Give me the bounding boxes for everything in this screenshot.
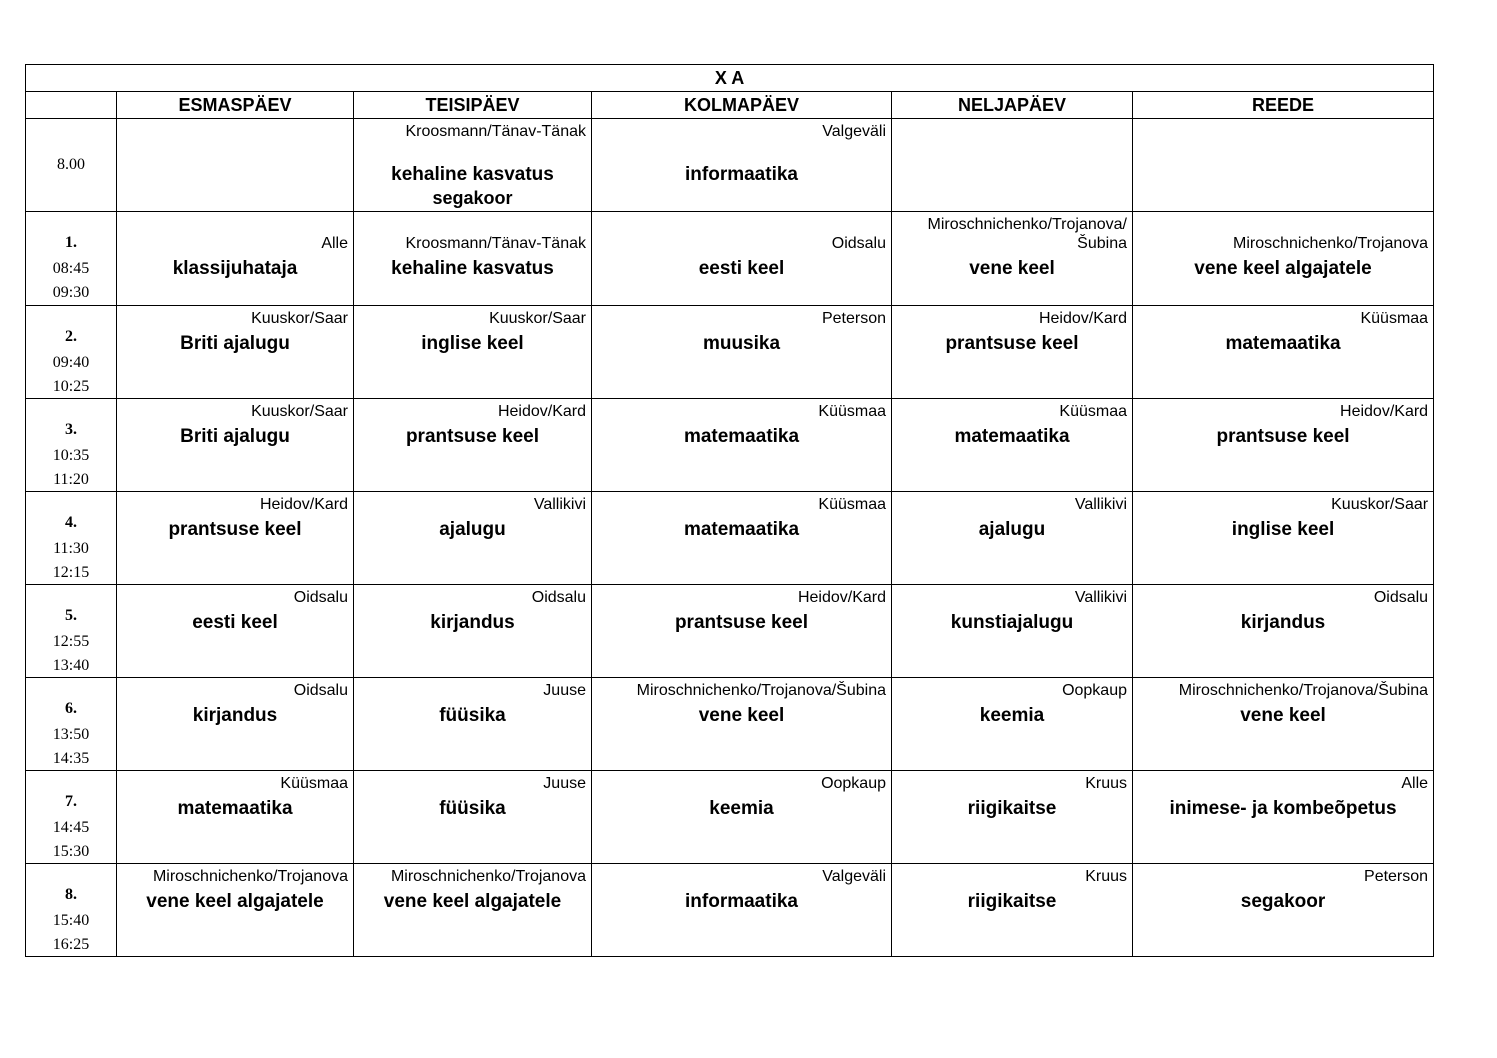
- lesson-cell: [1133, 864, 1434, 957]
- lesson-cell: [592, 678, 892, 771]
- lesson-start-time: 12:55: [52, 633, 90, 650]
- lesson-number: 3.: [65, 421, 77, 438]
- subject-name: informaatika: [685, 164, 798, 185]
- subject-name: keemia: [709, 798, 774, 819]
- lesson-row: [26, 492, 1434, 585]
- teacher-name: Küüsmaa: [280, 775, 348, 792]
- lesson-cell: [117, 771, 354, 864]
- subject-name: eesti keel: [192, 612, 278, 633]
- subject-name: kehaline kasvatus: [391, 164, 554, 185]
- subject-name: matemaatika: [683, 426, 800, 447]
- lesson-time-cell: [26, 771, 117, 864]
- teacher-name: Valgeväli: [822, 123, 886, 140]
- lesson-start-time: 10:35: [52, 447, 90, 464]
- lesson-cell: [354, 678, 592, 771]
- subject-name: füüsika: [439, 798, 506, 819]
- title-row: [26, 65, 1434, 92]
- day-header-row: [26, 92, 1434, 119]
- teacher-name: Küüsmaa: [1059, 403, 1127, 420]
- subject-name: vene keel algajatele: [383, 891, 562, 912]
- teacher-name: Kruus: [1085, 775, 1127, 792]
- subject-name: Briti ajalugu: [180, 333, 290, 354]
- lesson-cell: [1133, 492, 1434, 585]
- lesson-row: [26, 678, 1434, 771]
- day-header: REEDE: [1133, 92, 1434, 119]
- lesson-cell: [354, 492, 592, 585]
- lesson-cell: [117, 212, 354, 306]
- subject-name: inimese- ja kombeõpetus: [1169, 798, 1397, 819]
- lesson-cell: [892, 492, 1133, 585]
- subject-name: eesti keel: [698, 258, 785, 279]
- subject-name: prantsuse keel: [405, 426, 540, 447]
- teacher-name: Peterson: [1364, 868, 1429, 885]
- teacher-name: Oidsalu: [831, 235, 886, 252]
- subject-name: füüsika: [439, 705, 506, 726]
- lesson-number: 8.: [65, 886, 77, 903]
- lesson-number: 6.: [65, 700, 77, 717]
- lesson-end-time: 14:35: [52, 750, 90, 767]
- class-title: X A: [26, 65, 1434, 92]
- teacher-name: Kuuskor/Saar: [251, 403, 348, 420]
- lesson-time-cell: [26, 399, 117, 492]
- lesson-number: 2.: [65, 328, 77, 345]
- teacher-name: Miroschnichenko/Trojanova: [390, 868, 586, 885]
- teacher-name: Vallikivi: [1074, 589, 1127, 606]
- subject-name: vene keel algajatele: [146, 891, 324, 912]
- lesson-cell: [1133, 771, 1434, 864]
- lesson-row: [26, 212, 1434, 306]
- subject-name: kehaline kasvatus: [391, 258, 554, 279]
- lesson-cell: [592, 864, 892, 957]
- teacher-name: Miroschnichenko/Trojanova/ Šubina: [927, 216, 1127, 252]
- subject-name: matemaatika: [177, 798, 293, 819]
- lesson-cell: [1133, 678, 1434, 771]
- lesson-row: [26, 585, 1434, 678]
- teacher-name: Heidov/Kard: [497, 403, 586, 420]
- lesson-end-time: 12:15: [52, 564, 90, 581]
- subject-name: inglise keel: [1231, 519, 1335, 540]
- lesson-cell: [592, 771, 892, 864]
- lesson-cell: [592, 212, 892, 306]
- subject-name: vene keel: [1240, 705, 1326, 726]
- subject-name: prantsuse keel: [168, 519, 302, 540]
- lesson-cell: [1133, 119, 1434, 212]
- teacher-name: Miroschnichenko/Trojanova: [152, 868, 348, 885]
- lesson-row: [26, 399, 1434, 492]
- lesson-end-time: 11:20: [53, 471, 89, 488]
- lesson-time-cell: [26, 492, 117, 585]
- teacher-name: Oopkaup: [1062, 682, 1127, 699]
- lesson-row: [26, 306, 1434, 399]
- lesson-cell: [892, 864, 1133, 957]
- teacher-name: Heidov/Kard: [1340, 403, 1429, 420]
- lesson-cell: [1133, 399, 1434, 492]
- lesson-cell: [354, 212, 592, 306]
- lesson-cell: [117, 585, 354, 678]
- lesson-cell: [892, 771, 1133, 864]
- lesson-cell: [354, 399, 592, 492]
- lesson-number: 5.: [65, 607, 77, 624]
- subject-name: inglise keel: [421, 333, 524, 354]
- subject-name: ajalugu: [978, 519, 1046, 540]
- subject-name: kirjandus: [430, 612, 515, 633]
- lesson-number: 4.: [65, 514, 77, 531]
- lesson-time-cell: [26, 864, 117, 957]
- timetable-body: [26, 119, 1434, 957]
- lesson-cell: [892, 306, 1133, 399]
- subject-name: prantsuse keel: [1216, 426, 1350, 447]
- subject-name: kunstiajalugu: [950, 612, 1074, 633]
- teacher-name: Küüsmaa: [818, 496, 886, 513]
- teacher-name: Kuuskor/Saar: [1331, 496, 1429, 513]
- lesson-cell: [592, 119, 892, 212]
- lesson-number: 1.: [65, 234, 77, 251]
- lesson-start-time: 09:40: [52, 354, 90, 371]
- teacher-name: Oidsalu: [531, 589, 586, 606]
- teacher-name: Kuuskor/Saar: [251, 310, 348, 327]
- teacher-name: Küüsmaa: [1360, 310, 1429, 327]
- day-header: TEISIPÄEV: [354, 92, 592, 119]
- teacher-name: Heidov/Kard: [1038, 310, 1127, 327]
- day-header: ESMASPÄEV: [117, 92, 354, 119]
- lesson-time-cell: [26, 585, 117, 678]
- teacher-name: Miroschnichenko/Trojanova: [1233, 235, 1429, 252]
- lesson-start-time: 14:45: [52, 819, 90, 836]
- day-header: NELJAPÄEV: [892, 92, 1133, 119]
- teacher-name: Miroschnichenko/Trojanova/Šubina: [636, 682, 886, 699]
- subject-name: keemia: [979, 705, 1045, 726]
- lesson-cell: [117, 678, 354, 771]
- lesson-cell: [354, 119, 592, 212]
- subject-name: matemaatika: [1225, 333, 1341, 354]
- teacher-name: Kroosmann/Tänav-Tänak: [405, 235, 586, 252]
- lesson-cell: [1133, 212, 1434, 306]
- teacher-name: Valgeväli: [822, 868, 886, 885]
- teacher-name: Oidsalu: [293, 682, 348, 699]
- lesson-cell: [117, 119, 354, 212]
- teacher-name: Peterson: [821, 310, 886, 327]
- subject-name: kirjandus: [1240, 612, 1326, 633]
- teacher-name: Oidsalu: [293, 589, 348, 606]
- lesson-start-time: 15:40: [52, 912, 90, 929]
- teacher-name: Küüsmaa: [818, 403, 886, 420]
- lesson-cell: [354, 771, 592, 864]
- lesson-start-time: 8.00: [57, 156, 85, 173]
- time-header-empty: [26, 92, 117, 119]
- subject-name: prantsuse keel: [674, 612, 809, 633]
- subject-name: vene keel algajatele: [1194, 258, 1372, 279]
- subject-name: segakoor: [1240, 891, 1326, 912]
- teacher-name: Oidsalu: [1373, 589, 1429, 606]
- lesson-start-time: 11:30: [53, 540, 89, 557]
- subject-name: muusika: [702, 333, 781, 354]
- lesson-cell: [117, 864, 354, 957]
- lesson-end-time: 16:25: [52, 936, 90, 953]
- subject-name: ajalugu: [439, 519, 506, 540]
- lesson-end-time: 10:25: [52, 378, 90, 395]
- lesson-time-cell: [26, 119, 117, 212]
- lesson-cell: [592, 492, 892, 585]
- teacher-name: Kuuskor/Saar: [489, 310, 586, 327]
- lesson-time-cell: [26, 212, 117, 306]
- teacher-name: Oopkaup: [821, 775, 886, 792]
- lesson-time-cell: [26, 306, 117, 399]
- lesson-cell: [354, 585, 592, 678]
- teacher-name: Alle: [1401, 775, 1429, 792]
- lesson-number: 7.: [65, 793, 77, 810]
- lesson-cell: [117, 306, 354, 399]
- lesson-cell: [354, 864, 592, 957]
- lesson-cell: [592, 399, 892, 492]
- lesson-start-time: 13:50: [52, 726, 90, 743]
- teacher-name: Miroschnichenko/Trojanova/Šubina: [1178, 682, 1429, 699]
- teacher-name: Heidov/Kard: [797, 589, 886, 606]
- lesson-end-time: 09:30: [52, 284, 90, 301]
- subject-name: kirjandus: [192, 705, 278, 726]
- teacher-name: Juuse: [543, 775, 586, 792]
- lesson-cell: [892, 119, 1133, 212]
- subject-name: prantsuse keel: [945, 333, 1079, 354]
- lesson-end-time: 13:40: [52, 657, 90, 674]
- subject-name: informaatika: [685, 891, 798, 912]
- lesson-cell: [117, 492, 354, 585]
- lesson-cell: [892, 585, 1133, 678]
- subject-name: vene keel: [698, 705, 785, 726]
- lesson-cell: [892, 212, 1133, 306]
- teacher-name: Heidov/Kard: [259, 496, 348, 513]
- subject-name: matemaatika: [954, 426, 1070, 447]
- teacher-name: Vallikivi: [1074, 496, 1127, 513]
- subject-extra: segakoor: [432, 188, 513, 208]
- teacher-name: Kruus: [1085, 868, 1127, 885]
- lesson-cell: [592, 585, 892, 678]
- teacher-name: Vallikivi: [533, 496, 586, 513]
- lesson-cell: [1133, 585, 1434, 678]
- subject-name: matemaatika: [683, 519, 800, 540]
- teacher-name: Kroosmann/Tänav-Tänak: [405, 123, 586, 140]
- timetable: [25, 64, 1434, 957]
- teacher-name: Juuse: [543, 682, 586, 699]
- lesson-time-cell: [26, 678, 117, 771]
- lesson-start-time: 08:45: [52, 260, 90, 277]
- lesson-cell: [1133, 306, 1434, 399]
- lesson-cell: [592, 306, 892, 399]
- day-header: KOLMAPÄEV: [592, 92, 892, 119]
- lesson-row: [26, 771, 1434, 864]
- lesson-cell: [892, 399, 1133, 492]
- lesson-cell: [354, 306, 592, 399]
- lesson-end-time: 15:30: [52, 843, 90, 860]
- subject-name: riigikaitse: [967, 798, 1057, 819]
- lesson-cell: [892, 678, 1133, 771]
- subject-name: klassijuhataja: [172, 258, 298, 279]
- lesson-cell: [117, 399, 354, 492]
- subject-name: Briti ajalugu: [180, 426, 290, 447]
- subject-name: riigikaitse: [967, 891, 1057, 912]
- teacher-name: Alle: [321, 235, 348, 252]
- lesson-row: [26, 119, 1434, 212]
- lesson-row: [26, 864, 1434, 957]
- subject-name: vene keel: [969, 258, 1055, 279]
